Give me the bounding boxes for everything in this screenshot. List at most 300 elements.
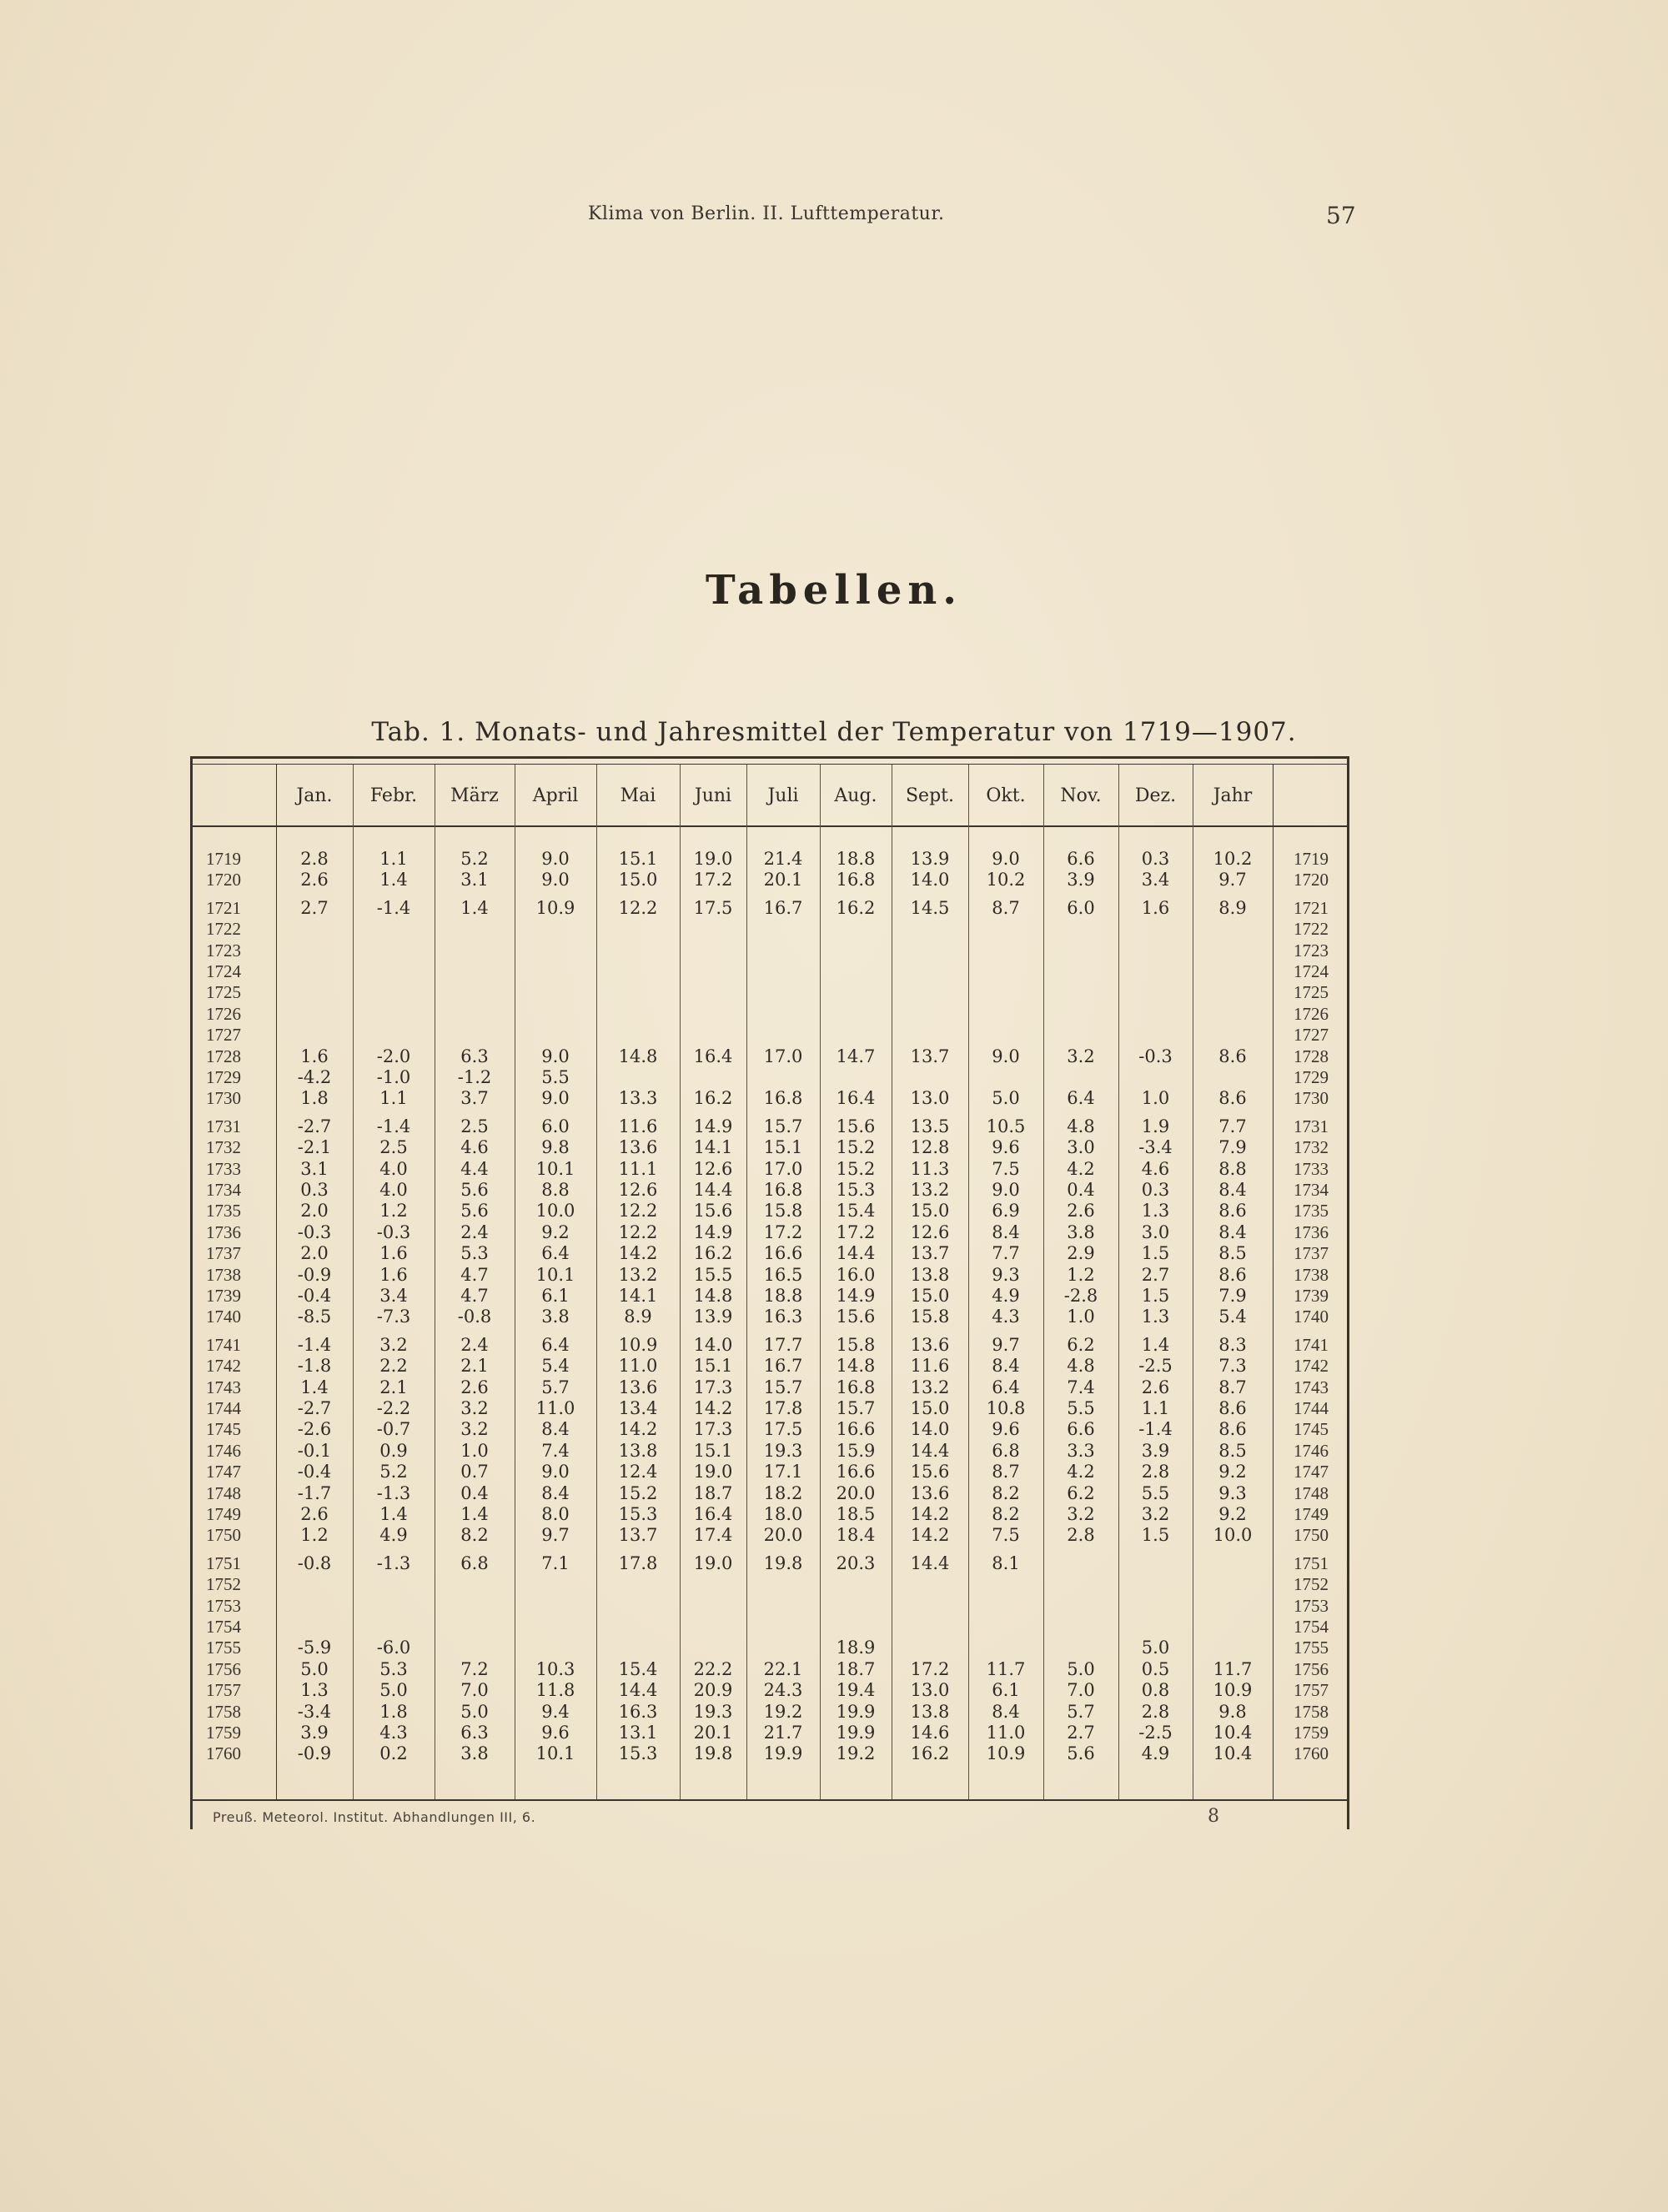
table-cell: 16.8 bbox=[763, 1180, 803, 1200]
year-label-right: 1723 bbox=[1294, 940, 1329, 961]
table-cell: 10.3 bbox=[535, 1658, 575, 1679]
table-row bbox=[193, 1702, 1352, 1723]
year-label-right: 1728 bbox=[1294, 1046, 1329, 1066]
year-label-left: 1724 bbox=[206, 961, 241, 981]
table-cell: 19.4 bbox=[836, 1680, 876, 1701]
year-label-right: 1746 bbox=[1294, 1440, 1329, 1461]
table-cell: 15.2 bbox=[836, 1137, 876, 1158]
table-cell: 1.3 bbox=[1141, 1201, 1170, 1221]
table-cell: 9.7 bbox=[992, 1334, 1020, 1355]
table-cell: 8.2 bbox=[992, 1504, 1020, 1524]
table-cell: 8.8 bbox=[541, 1180, 570, 1200]
table-cell: 19.0 bbox=[693, 849, 733, 869]
table-cell: 17.2 bbox=[693, 870, 733, 890]
table-cell: 15.7 bbox=[763, 1377, 803, 1397]
table-cell: 1.4 bbox=[300, 1377, 329, 1397]
table-cell: 17.0 bbox=[763, 1158, 803, 1179]
table-cell: 5.2 bbox=[379, 1462, 408, 1482]
table-cell: 14.0 bbox=[910, 870, 950, 890]
table-cell: 7.2 bbox=[460, 1658, 489, 1679]
table-cell: 3.1 bbox=[460, 870, 489, 890]
table-cell: 16.8 bbox=[836, 1377, 876, 1397]
column-header: Juli bbox=[767, 785, 799, 806]
table-cell: 4.6 bbox=[460, 1137, 489, 1158]
table-cell: 16.3 bbox=[618, 1701, 658, 1722]
table-cell: -1.3 bbox=[376, 1482, 411, 1503]
table-cell: 9.7 bbox=[541, 1525, 570, 1546]
section-heading: Tabellen. bbox=[706, 567, 962, 614]
table-cell: 19.9 bbox=[836, 1701, 876, 1722]
year-label-left: 1725 bbox=[206, 982, 241, 1003]
table-cell: 22.2 bbox=[693, 1658, 733, 1679]
table-cell: 15.7 bbox=[763, 1116, 803, 1136]
table-cell: -6.0 bbox=[376, 1638, 411, 1658]
year-label-right: 1732 bbox=[1294, 1137, 1329, 1158]
running-title: Klima von Berlin. II. Lufttemperatur. bbox=[588, 203, 945, 224]
footer-signature: 8 bbox=[1208, 1806, 1219, 1827]
table-cell: 10.4 bbox=[1213, 1743, 1253, 1764]
table-cell: 8.4 bbox=[541, 1419, 570, 1440]
table-cell: 16.5 bbox=[763, 1264, 803, 1285]
year-label-right: 1749 bbox=[1294, 1504, 1329, 1524]
table-cell: 13.8 bbox=[618, 1440, 658, 1461]
table-cell: 18.8 bbox=[763, 1286, 803, 1306]
table-cell: 10.1 bbox=[535, 1158, 575, 1179]
table-cell: 6.6 bbox=[1067, 1419, 1095, 1440]
year-label-left: 1736 bbox=[206, 1221, 241, 1242]
table-cell: 11.0 bbox=[986, 1723, 1026, 1743]
year-label-right: 1731 bbox=[1294, 1116, 1329, 1136]
table-cell: -0.3 bbox=[297, 1221, 332, 1242]
table-cell: 3.2 bbox=[460, 1419, 489, 1440]
year-label-left: 1746 bbox=[206, 1440, 241, 1461]
column-header: März bbox=[450, 785, 499, 806]
table-cell: 13.0 bbox=[910, 1088, 950, 1109]
table-cell: 13.2 bbox=[618, 1264, 658, 1285]
table-cell: 15.1 bbox=[693, 1440, 733, 1461]
table-row bbox=[193, 1004, 1352, 1025]
table-cell: -1.4 bbox=[1138, 1419, 1173, 1440]
table-cell: 19.2 bbox=[763, 1701, 803, 1722]
year-label-right: 1744 bbox=[1294, 1398, 1329, 1418]
table-cell: 9.8 bbox=[1218, 1701, 1247, 1722]
table-row bbox=[193, 1525, 1352, 1546]
table-cell: 9.2 bbox=[1218, 1504, 1247, 1524]
year-label-left: 1728 bbox=[206, 1046, 241, 1066]
table-cell: -1.7 bbox=[297, 1482, 332, 1503]
table-cell: 15.2 bbox=[836, 1158, 876, 1179]
table-row bbox=[193, 1659, 1352, 1680]
table-cell: 6.4 bbox=[541, 1334, 570, 1355]
table-cell: 8.6 bbox=[1218, 1419, 1247, 1440]
table-cell: 14.9 bbox=[836, 1286, 876, 1306]
year-label-right: 1726 bbox=[1294, 1003, 1329, 1024]
table-cell: 7.4 bbox=[541, 1440, 570, 1461]
table-cell: 8.4 bbox=[992, 1356, 1020, 1377]
table-row bbox=[193, 1046, 1352, 1067]
year-label-left: 1732 bbox=[206, 1137, 241, 1158]
column-header: Aug. bbox=[834, 785, 877, 806]
table-cell: 14.4 bbox=[618, 1680, 658, 1701]
table-cell: 13.9 bbox=[910, 849, 950, 869]
table-cell: 17.3 bbox=[693, 1419, 733, 1440]
table-cell: 5.0 bbox=[992, 1088, 1020, 1109]
table-cell: 8.4 bbox=[1218, 1221, 1247, 1242]
table-row bbox=[193, 1574, 1352, 1595]
year-label-left: 1755 bbox=[206, 1638, 241, 1658]
table-cell: 5.6 bbox=[460, 1201, 489, 1221]
table-cell: 9.7 bbox=[1218, 870, 1247, 890]
table-cell: 16.6 bbox=[836, 1462, 876, 1482]
table-row bbox=[193, 1638, 1352, 1658]
table-cell: 1.6 bbox=[1141, 897, 1170, 918]
table-cell: -2.5 bbox=[1138, 1356, 1173, 1377]
year-label-right: 1747 bbox=[1294, 1462, 1329, 1482]
table-cell: 2.7 bbox=[1067, 1723, 1095, 1743]
table-cell: 1.3 bbox=[300, 1680, 329, 1701]
table-cell: 0.2 bbox=[379, 1743, 408, 1764]
table-cell: 3.9 bbox=[1067, 870, 1095, 890]
column-header: Febr. bbox=[369, 785, 418, 806]
table-cell: 19.3 bbox=[763, 1440, 803, 1461]
table-cell: 2.0 bbox=[300, 1243, 329, 1264]
table-cell: 5.3 bbox=[379, 1658, 408, 1679]
table-cell: 15.1 bbox=[763, 1137, 803, 1158]
table-cell: 18.2 bbox=[763, 1482, 803, 1503]
table-cell: 15.0 bbox=[618, 870, 658, 890]
table-cell: 1.4 bbox=[379, 1504, 408, 1524]
table-cell: 1.4 bbox=[460, 1504, 489, 1524]
table-cell: 1.2 bbox=[300, 1525, 329, 1546]
table-cell: 9.6 bbox=[992, 1137, 1020, 1158]
table-cell: 14.4 bbox=[836, 1243, 876, 1264]
table-cell: 10.1 bbox=[535, 1743, 575, 1764]
table-cell: 5.5 bbox=[1141, 1482, 1170, 1503]
table-header-rule bbox=[193, 825, 1347, 827]
table-cell: 4.9 bbox=[379, 1525, 408, 1546]
table-cell: 15.6 bbox=[836, 1116, 876, 1136]
table-caption: Tab. 1. Monats- und Jahresmittel der Temperatur von 1719—1907. bbox=[371, 717, 1297, 747]
table-cell: 18.9 bbox=[836, 1638, 876, 1658]
table-cell: 8.0 bbox=[541, 1504, 570, 1524]
table-cell: 1.2 bbox=[1067, 1264, 1095, 1285]
column-header: Jan. bbox=[296, 785, 333, 806]
table-cell: 3.4 bbox=[379, 1286, 408, 1306]
table-cell: 13.1 bbox=[618, 1723, 658, 1743]
table-cell: 13.2 bbox=[910, 1180, 950, 1200]
table-cell: 17.4 bbox=[693, 1525, 733, 1546]
table-cell: 6.0 bbox=[1067, 897, 1095, 918]
table-cell: 1.0 bbox=[1067, 1307, 1095, 1327]
table-cell: 6.3 bbox=[460, 1046, 489, 1066]
table-cell: 11.6 bbox=[910, 1356, 950, 1377]
year-label-left: 1733 bbox=[206, 1158, 241, 1179]
column-header: Okt. bbox=[986, 785, 1026, 806]
year-label-left: 1721 bbox=[206, 897, 241, 918]
table-cell: 15.7 bbox=[836, 1398, 876, 1418]
table-cell: 16.6 bbox=[763, 1243, 803, 1264]
table-row bbox=[193, 849, 1352, 870]
table-cell: 3.8 bbox=[1067, 1221, 1095, 1242]
year-label-right: 1745 bbox=[1294, 1419, 1329, 1440]
table-cell: 10.9 bbox=[1213, 1680, 1253, 1701]
table-cell: 8.6 bbox=[1218, 1264, 1247, 1285]
table-cell: 13.5 bbox=[910, 1116, 950, 1136]
table-cell: 19.9 bbox=[763, 1743, 803, 1764]
year-label-right: 1724 bbox=[1294, 961, 1329, 981]
table-cell: 8.6 bbox=[1218, 1398, 1247, 1418]
table-cell: 12.6 bbox=[618, 1180, 658, 1200]
table-cell: 8.7 bbox=[992, 1462, 1020, 1482]
table-cell: -3.4 bbox=[297, 1701, 332, 1722]
table-row bbox=[193, 961, 1352, 982]
table-cell: 4.8 bbox=[1067, 1116, 1095, 1136]
table-cell: 7.1 bbox=[541, 1552, 570, 1573]
table-cell: 9.0 bbox=[541, 870, 570, 890]
table-cell: 15.6 bbox=[693, 1201, 733, 1221]
table-cell: 15.6 bbox=[836, 1307, 876, 1327]
table-cell: 10.0 bbox=[1213, 1525, 1253, 1546]
table-row bbox=[193, 1596, 1352, 1617]
table-cell: 9.0 bbox=[541, 1088, 570, 1109]
table-cell: 13.8 bbox=[910, 1264, 950, 1285]
table-cell: 3.9 bbox=[1141, 1440, 1170, 1461]
table-cell: 1.4 bbox=[1141, 1334, 1170, 1355]
year-label-left: 1759 bbox=[206, 1723, 241, 1743]
table-cell: 17.3 bbox=[693, 1377, 733, 1397]
table-cell: 8.2 bbox=[992, 1482, 1020, 1503]
table-cell: 2.6 bbox=[300, 870, 329, 890]
year-label-right: 1737 bbox=[1294, 1243, 1329, 1264]
table-cell: 15.0 bbox=[910, 1201, 950, 1221]
year-label-left: 1756 bbox=[206, 1658, 241, 1679]
table-cell: 3.2 bbox=[1141, 1504, 1170, 1524]
year-label-left: 1748 bbox=[206, 1482, 241, 1503]
year-label-right: 1725 bbox=[1294, 982, 1329, 1003]
table-cell: 15.6 bbox=[910, 1462, 950, 1482]
table-cell: 10.0 bbox=[535, 1201, 575, 1221]
table-cell: 22.1 bbox=[763, 1658, 803, 1679]
table-cell: 4.6 bbox=[1141, 1158, 1170, 1179]
table-row bbox=[193, 1335, 1352, 1356]
year-label-right: 1759 bbox=[1294, 1723, 1329, 1743]
year-label-right: 1729 bbox=[1294, 1067, 1329, 1087]
table-cell: 1.1 bbox=[1141, 1398, 1170, 1418]
table-cell: 19.0 bbox=[693, 1462, 733, 1482]
table-cell: 8.7 bbox=[992, 897, 1020, 918]
table-cell: 16.2 bbox=[836, 897, 876, 918]
year-label-left: 1745 bbox=[206, 1419, 241, 1440]
table-row bbox=[193, 1088, 1352, 1109]
table-cell: 0.4 bbox=[460, 1482, 489, 1503]
column-header: Dez. bbox=[1134, 785, 1177, 806]
table-cell: -2.6 bbox=[297, 1419, 332, 1440]
table-cell: 17.1 bbox=[763, 1462, 803, 1482]
table-cell: 13.6 bbox=[618, 1137, 658, 1158]
table-cell: 12.2 bbox=[618, 1221, 658, 1242]
table-cell: 16.7 bbox=[763, 1356, 803, 1377]
table-cell: 14.5 bbox=[910, 897, 950, 918]
table-cell: 14.2 bbox=[693, 1398, 733, 1418]
table-cell: 2.6 bbox=[460, 1377, 489, 1397]
year-label-right: 1756 bbox=[1294, 1658, 1329, 1679]
table-cell: 0.3 bbox=[300, 1180, 329, 1200]
column-header: Juni bbox=[694, 785, 732, 806]
year-label-left: 1750 bbox=[206, 1525, 241, 1546]
table-cell: 9.3 bbox=[992, 1264, 1020, 1285]
table-cell: -2.0 bbox=[376, 1046, 411, 1066]
table-cell: 7.7 bbox=[1218, 1116, 1247, 1136]
year-label-right: 1730 bbox=[1294, 1088, 1329, 1109]
table-cell: 5.4 bbox=[541, 1356, 570, 1377]
table-cell: 15.3 bbox=[618, 1743, 658, 1764]
table-cell: 8.4 bbox=[541, 1482, 570, 1503]
table-cell: 7.9 bbox=[1218, 1137, 1247, 1158]
table-row bbox=[193, 1307, 1352, 1327]
table-cell: 7.0 bbox=[460, 1680, 489, 1701]
table-cell: 15.0 bbox=[910, 1286, 950, 1306]
table-cell: 5.0 bbox=[379, 1680, 408, 1701]
table-cell: 19.3 bbox=[693, 1701, 733, 1722]
table-cell: 16.4 bbox=[693, 1504, 733, 1524]
table-cell: 13.6 bbox=[910, 1334, 950, 1355]
year-label-right: 1757 bbox=[1294, 1680, 1329, 1701]
table-row bbox=[193, 1180, 1352, 1201]
table-cell: 7.9 bbox=[1218, 1286, 1247, 1306]
table-cell: 10.9 bbox=[618, 1334, 658, 1355]
table-row bbox=[193, 1137, 1352, 1158]
table-cell: 13.0 bbox=[910, 1680, 950, 1701]
table-cell: 1.1 bbox=[379, 1088, 408, 1109]
table-cell: 16.8 bbox=[836, 870, 876, 890]
table-cell: 1.0 bbox=[460, 1440, 489, 1461]
table-cell: 2.7 bbox=[300, 897, 329, 918]
table-cell: 7.7 bbox=[992, 1243, 1020, 1264]
table-cell: 8.1 bbox=[992, 1552, 1020, 1573]
table-cell: 10.2 bbox=[1213, 849, 1253, 869]
year-label-left: 1731 bbox=[206, 1116, 241, 1136]
table-row bbox=[193, 1441, 1352, 1462]
table-cell: 4.8 bbox=[1067, 1356, 1095, 1377]
table-cell: 5.7 bbox=[541, 1377, 570, 1397]
table-cell: 18.5 bbox=[836, 1504, 876, 1524]
table-cell: -5.9 bbox=[297, 1638, 332, 1658]
table-cell: 5.6 bbox=[1067, 1743, 1095, 1764]
table-cell: 18.0 bbox=[763, 1504, 803, 1524]
table-cell: 1.5 bbox=[1141, 1243, 1170, 1264]
table-row bbox=[193, 1025, 1352, 1046]
year-label-left: 1751 bbox=[206, 1552, 241, 1573]
table-cell: 5.5 bbox=[1067, 1398, 1095, 1418]
table-bottom-rule bbox=[193, 1799, 1347, 1801]
table-cell: 17.2 bbox=[836, 1221, 876, 1242]
table-cell: 16.0 bbox=[836, 1264, 876, 1285]
table-cell: 5.0 bbox=[1067, 1658, 1095, 1679]
table-cell: 16.3 bbox=[763, 1307, 803, 1327]
table-cell: 14.4 bbox=[910, 1440, 950, 1461]
table-cell: 8.6 bbox=[1218, 1088, 1247, 1109]
table-cell: 14.9 bbox=[693, 1221, 733, 1242]
table-cell: 7.0 bbox=[1067, 1680, 1095, 1701]
table-cell: 5.7 bbox=[1067, 1701, 1095, 1722]
table-cell: 9.8 bbox=[541, 1137, 570, 1158]
table-cell: 19.8 bbox=[763, 1552, 803, 1573]
table-cell: 17.5 bbox=[693, 897, 733, 918]
table-cell: 5.2 bbox=[460, 849, 489, 869]
table-cell: 12.6 bbox=[910, 1221, 950, 1242]
table-row bbox=[193, 919, 1352, 940]
table-cell: 1.5 bbox=[1141, 1286, 1170, 1306]
table-cell: 6.1 bbox=[992, 1680, 1020, 1701]
year-label-right: 1736 bbox=[1294, 1221, 1329, 1242]
table-cell: 2.7 bbox=[1141, 1264, 1170, 1285]
table-cell: 14.4 bbox=[693, 1180, 733, 1200]
table-cell: 9.2 bbox=[541, 1221, 570, 1242]
year-label-left: 1719 bbox=[206, 849, 241, 869]
table-cell: 9.0 bbox=[541, 849, 570, 869]
table-cell: -2.7 bbox=[297, 1398, 332, 1418]
table-row bbox=[193, 940, 1352, 961]
table-cell: 7.4 bbox=[1067, 1377, 1095, 1397]
year-label-right: 1721 bbox=[1294, 897, 1329, 918]
year-label-right: 1720 bbox=[1294, 870, 1329, 890]
year-label-left: 1729 bbox=[206, 1067, 241, 1087]
table-row bbox=[193, 1265, 1352, 1286]
table-cell: 11.1 bbox=[618, 1158, 658, 1179]
table-cell: -0.3 bbox=[1138, 1046, 1173, 1066]
table-cell: 14.8 bbox=[693, 1286, 733, 1306]
table-cell: 18.7 bbox=[836, 1658, 876, 1679]
table-cell: 3.9 bbox=[300, 1723, 329, 1743]
table-cell: 24.3 bbox=[763, 1680, 803, 1701]
table-cell: -1.3 bbox=[376, 1552, 411, 1573]
table-row bbox=[193, 1201, 1352, 1221]
table-cell: 5.0 bbox=[1141, 1638, 1170, 1658]
year-label-right: 1719 bbox=[1294, 849, 1329, 869]
table-row bbox=[193, 1116, 1352, 1137]
table-cell: 15.3 bbox=[836, 1180, 876, 1200]
table-cell: -1.4 bbox=[376, 1116, 411, 1136]
year-label-left: 1752 bbox=[206, 1574, 241, 1595]
table-cell: 6.4 bbox=[1067, 1088, 1095, 1109]
table-cell: 17.8 bbox=[763, 1398, 803, 1418]
table-cell: 2.2 bbox=[379, 1356, 408, 1377]
table-cell: 15.8 bbox=[910, 1307, 950, 1327]
footer-publisher: Preuß. Meteorol. Institut. Abhandlungen III, 6. bbox=[213, 1809, 536, 1825]
table-cell: 0.3 bbox=[1141, 1180, 1170, 1200]
table-cell: 0.3 bbox=[1141, 849, 1170, 869]
column-header: Mai bbox=[620, 785, 656, 806]
table-cell: 2.1 bbox=[379, 1377, 408, 1397]
table-cell: 18.4 bbox=[836, 1525, 876, 1546]
year-label-left: 1737 bbox=[206, 1243, 241, 1264]
table-cell: 3.1 bbox=[300, 1158, 329, 1179]
table-cell: 9.2 bbox=[1218, 1462, 1247, 1482]
year-label-left: 1734 bbox=[206, 1180, 241, 1200]
table-cell: 14.0 bbox=[910, 1419, 950, 1440]
table-cell: 15.8 bbox=[836, 1334, 876, 1355]
table-cell: 8.4 bbox=[992, 1701, 1020, 1722]
table-cell: 12.2 bbox=[618, 1201, 658, 1221]
year-label-right: 1748 bbox=[1294, 1482, 1329, 1503]
table-cell: 14.2 bbox=[618, 1243, 658, 1264]
table-cell: 10.9 bbox=[535, 897, 575, 918]
table-cell: 10.8 bbox=[986, 1398, 1026, 1418]
table-cell: 10.5 bbox=[986, 1116, 1026, 1136]
year-label-left: 1757 bbox=[206, 1680, 241, 1701]
table-cell: 4.4 bbox=[460, 1158, 489, 1179]
table-cell: 21.7 bbox=[763, 1723, 803, 1743]
